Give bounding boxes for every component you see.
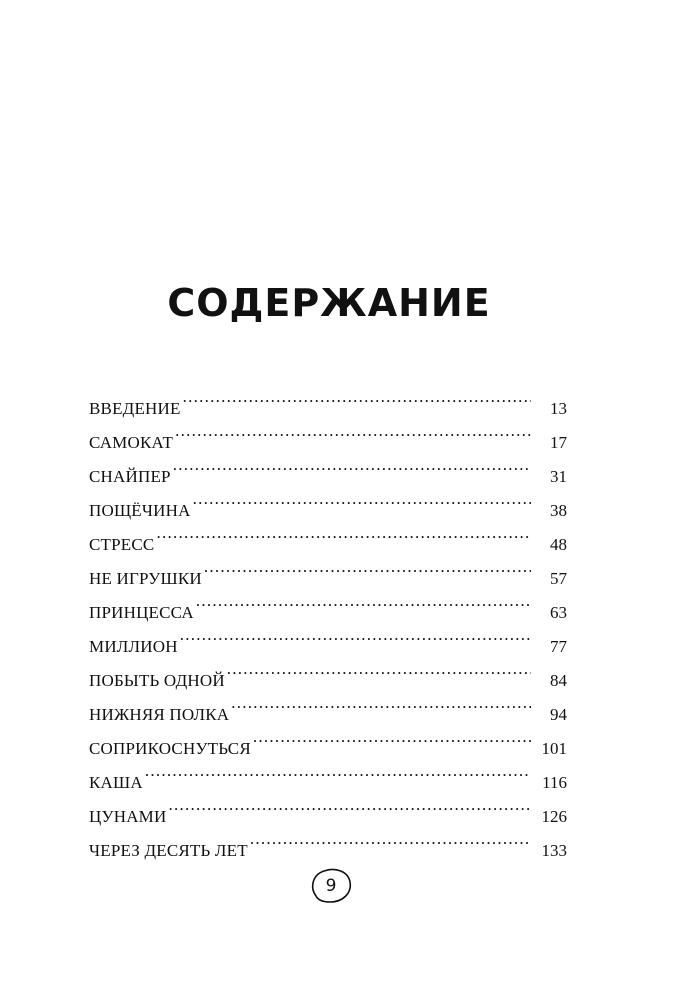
toc-entry-label: СТРЕСС [89, 535, 155, 554]
toc-entry-label: ЦУНАМИ [89, 807, 167, 826]
page-number-text: 9 [325, 876, 337, 896]
dot-leader [175, 414, 531, 448]
dot-leader [250, 822, 531, 856]
toc-entry-page: 57 [550, 569, 567, 588]
toc-entry-page: 48 [550, 535, 567, 554]
dot-leader [173, 448, 531, 482]
toc-entry-label: НИЖНЯЯ ПОЛКА [89, 705, 230, 724]
dot-leader [204, 550, 531, 584]
toc-entry-page: 116 [542, 773, 567, 792]
page-title: СОДЕРЖАНИЕ [167, 281, 491, 326]
toc-entry-kasha[interactable] [89, 754, 567, 792]
toc-entry-label: НЕ ИГРУШКИ [89, 569, 202, 588]
toc-entry-ne-igrushki[interactable] [89, 550, 567, 588]
dot-leader [196, 584, 531, 618]
toc-entry-label: МИЛЛИОН [89, 637, 178, 656]
dot-leader [183, 380, 531, 414]
dot-leader [253, 720, 531, 754]
toc-entry-page: 63 [550, 603, 567, 622]
toc-entry-label: ПОЩЁЧИНА [89, 501, 191, 520]
toc-entry-page: 84 [550, 671, 567, 690]
dot-leader [168, 788, 531, 822]
dot-leader [227, 652, 531, 686]
toc-entry-label: ВВЕДЕНИЕ [89, 399, 181, 418]
toc-entry-page: 133 [541, 841, 567, 860]
toc-entry-page: 101 [541, 739, 567, 758]
toc-entry-tsunami[interactable] [89, 788, 567, 826]
dot-leader [231, 686, 531, 720]
table-of-contents [89, 380, 567, 860]
page-number [308, 866, 354, 906]
dot-leader [193, 482, 531, 516]
toc-entry-label: САМОКАТ [89, 433, 174, 452]
toc-entry-stress[interactable] [89, 516, 567, 554]
toc-entry-page: 77 [550, 637, 567, 656]
toc-entry-page: 13 [550, 399, 567, 418]
toc-entry-vvedenie[interactable] [89, 380, 567, 418]
toc-entry-page: 126 [541, 807, 567, 826]
dot-leader [156, 516, 531, 550]
toc-entry-page: 94 [550, 705, 567, 724]
toc-entry-label: ЧЕРЕЗ ДЕСЯТЬ ЛЕТ [89, 841, 248, 860]
toc-entry-label: СОПРИКОСНУТЬСЯ [89, 739, 251, 758]
toc-entry-label: ПРИНЦЕССА [89, 603, 194, 622]
toc-entry-label: СНАЙПЕР [89, 467, 171, 486]
dot-leader [180, 618, 531, 652]
toc-entry-label: ПОБЫТЬ ОДНОЙ [89, 671, 225, 690]
toc-entry-page: 38 [550, 501, 567, 520]
toc-entry-label: КАША [89, 773, 143, 792]
dot-leader [145, 754, 531, 788]
toc-entry-page: 31 [550, 467, 567, 486]
toc-entry-page: 17 [550, 433, 567, 452]
